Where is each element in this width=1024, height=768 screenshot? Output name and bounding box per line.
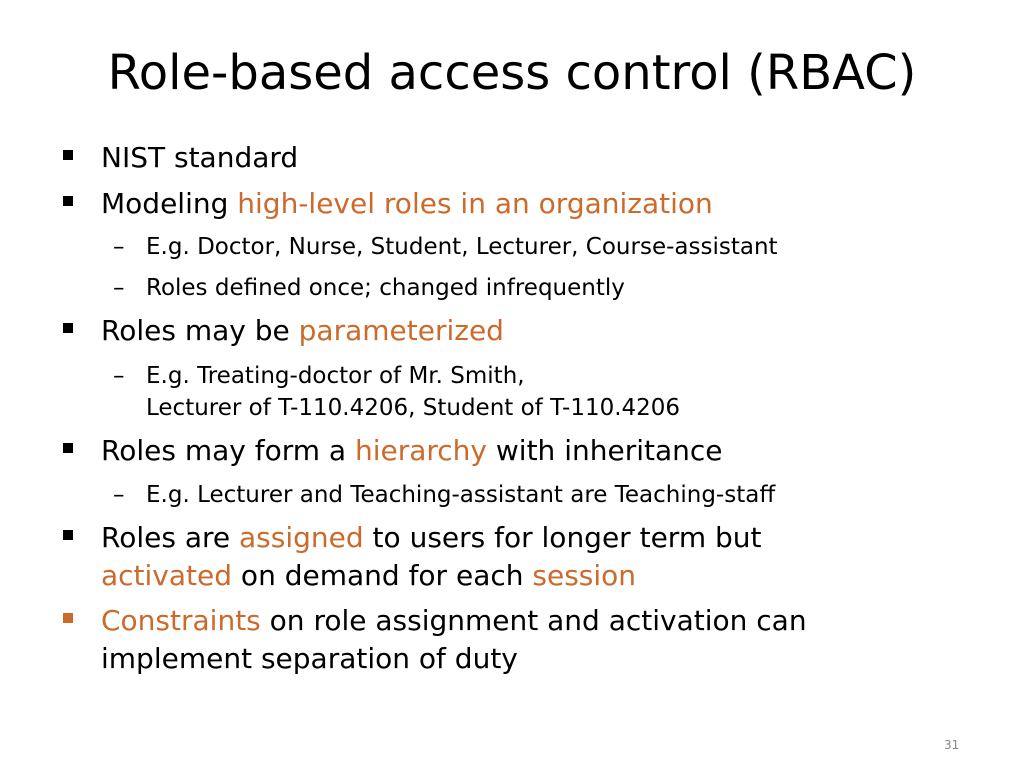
bullet-text-line-2: implement separation of duty <box>101 642 518 675</box>
highlight-text: Constraints <box>101 604 261 637</box>
square-bullet-icon <box>63 323 73 333</box>
highlight-text: assigned <box>239 521 364 554</box>
highlight-text: hierarchy <box>354 434 487 467</box>
bullet-text: Modeling <box>101 187 238 220</box>
bullet-text: on role assignment and activation can <box>260 604 807 637</box>
highlight-text: activated <box>101 559 233 592</box>
sub-text: E.g. Lecturer and Teaching-assistant are Teaching-staff <box>146 482 776 508</box>
dash-bullet-icon: – <box>113 482 125 508</box>
square-bullet-icon <box>63 530 73 540</box>
highlight-text: high-level roles in an organization <box>237 187 713 220</box>
bullet-text: to users for longer term but <box>363 521 762 554</box>
sub-text: Roles defined once; changed infrequently <box>146 275 625 301</box>
dash-bullet-icon: – <box>113 275 125 301</box>
bullet-text: Roles are <box>101 521 240 554</box>
square-bullet-icon <box>63 443 73 453</box>
bullet-text: with inheritance <box>487 434 723 467</box>
bullet-text: on demand for each <box>232 559 533 592</box>
bullet-text-line-1 <box>101 602 807 640</box>
bullet-text-line-1 <box>101 519 762 557</box>
square-bullet-icon <box>63 196 73 206</box>
dash-bullet-icon: – <box>113 234 125 260</box>
dash-bullet-icon: – <box>113 363 125 389</box>
page-number: 31 <box>944 738 960 752</box>
highlight-text: session <box>532 559 637 592</box>
bullet-text: NIST standard <box>101 141 299 174</box>
highlight-text: parameterized <box>298 314 504 347</box>
square-bullet-icon <box>63 613 73 623</box>
slide-title: Role-based access control (RBAC) <box>107 45 917 101</box>
bullet-text-line-2 <box>101 557 762 595</box>
square-bullet-icon <box>63 150 73 160</box>
sub-text-line-1: E.g. Treating-doctor of Mr. Smith, <box>146 363 525 389</box>
sub-text-line-2: Lecturer of T-110.4206, Student of T-110.4206 <box>146 395 681 421</box>
sub-text: E.g. Doctor, Nurse, Student, Lecturer, Course-assistant <box>146 234 778 260</box>
bullet-text: Roles may form a <box>101 434 355 467</box>
bullet-text: Roles may be <box>101 314 299 347</box>
